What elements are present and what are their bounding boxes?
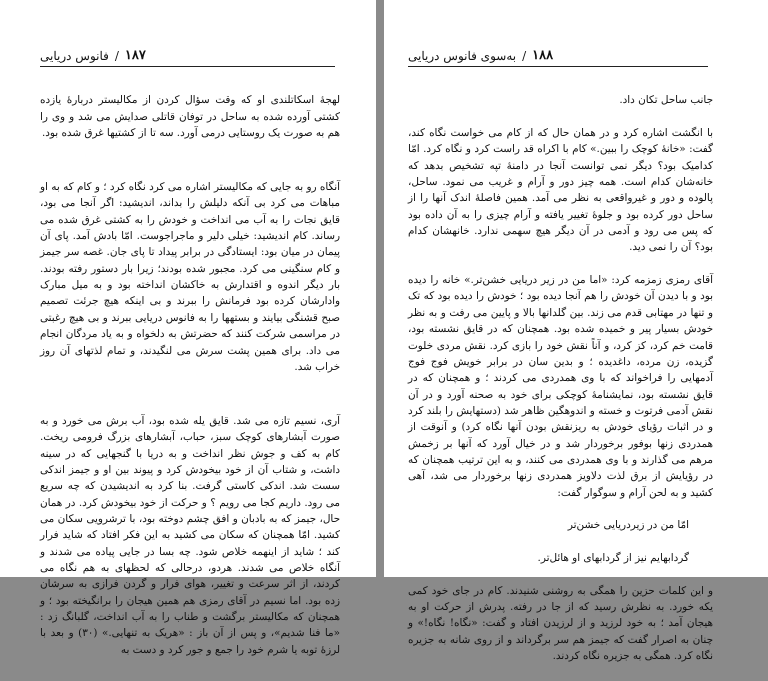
paragraph: آری، نسیم تازه می شد. قایق یله شده بود، آب برش می خورد و به صورت آبشارهای کوچک سبز، حباب، آبشارهای بزرگ فرومی ریخت. کام به کف و جوش نظر انداخت و به دریا با گنجهایی که در سینه داشت، و شتاب آن از خود بیخودش کرد و پیوند بین او و جیمز اندکی سست شد. اندکی کاستی گرفت. بنا کرد به اندیشیدن که چه سریع می رود. داریم کجا می رویم ؟ و حرکت از خود بیخودش کرد. در همان حال، جیمز که به بادبان و افق چشم دوخته بود، با ترشرویی سکان می کشید. امّا همچنان که سکان می کشید به این فکر افتاد که شاید فرار کند ؛ شاید از اینهمه خلاص شود. چه بسا در جایی پیاده می شدند و آنگاه خلاص می شدند. هردو، درحالی که لحظهای به هم نگاه می کردند، از اثر سرعت و تغییر، هوای فرار و گردن فرازی به سرشان زده بود. اما نسیم در آقای رمزی هم همین هیجان را برانگیخته بود ؛ و همچنان که مکالیستر برگشت و طناب را به آب انداخت، گلبانگ زد : «ما فنا شدیم»، و پس از آن باز : «هریک به تنهایی.» (۳۰) و بعد با لرزهٔ توبه یا شرم خود را جمع و جور کرد و دست به [40,414,340,656]
page-header [40,48,146,63]
verse-line: امّا من در زیردریایی خشن‌تر [567,519,689,532]
header-separator: / [114,48,119,63]
left-page [0,0,376,656]
page-header [408,48,553,63]
header-rule [408,66,708,67]
paragraph: با انگشت اشاره کرد و در همان حال که از کام می خواست نگاه کند، گفت: «خانهٔ کوچک را ببین.» کام با اکراه قد راست کرد و نگاه کرد. امّا کدامیک بود؟ دیگر نمی توانست آنجا در دامنهٔ تپه تشخیص بدهد که خانه‌شان کدام است. همه چیز دور و آرام و غریب می نمود. ساحل، پالوده و دور و غیرواقعی به نظر می آمد. همین فاصلهٔ اندک آنها را از ساحل دور کرده بود و جلوهٔ تغییر یافته و آرام چیزی را به آن داده بود که پس می رود و آدمی در آن دیگر هیچ سهمی ندارد. خانهشان کدام بود؟ آن را نمی دید. [408,127,713,254]
paragraph: آنگاه رو به جایی که مکالیستر اشاره می کرد نگاه کرد ؛ و کام که به او مباهات می کرد بی آنکه دلیلش را بداند، اندیشید: اگر آنجا می بود، قایق نجات را به آب می انداخت و خودش را به کشتی غرق شده می رساند. کام اندیشید: خیلی دلیر و ماجراجوست. امّا بادش آمد. پای آن پیمان در میان بود: ایستادگی در برابر پیداد تا پای جان. غصه سر جیمز و کام سنگینی می کرد. مجبور شده بودند؛ زیرا بار دستور رفته بودند. بار دیگر اندوه و اقتدارش به خاکشان انداخته‌ بود و به میل مبارک وادارشان کرده بود فرمانش را ببرند و بی‌ اینکه هیچ جرئت تصمیم صبح قشنگی بیایند و بستهها را به فانوس دریایی ببرند و بی هیچ رغبتی در مراسمی شرکت کنند که حضرتش به دلخواه و به یاد مردگان انجام می داد. برای همین پشت سرش می لنگیدند، و تمام لذتهای آن روز خراب شد. [40,181,340,373]
page-body [40,76,340,674]
page-number: ۱۸۸ [532,48,554,63]
paragraph: آقای رمزی زمزمه کرد: «اما من در زیر دریایی خشن‌تر.» خانه را دیده بود و با دیدن آن خودش را هم آنجا دیده بود ؛ خودش را دیده بود که تک و تنها در مهتابی قدم می زند. بین گلدانها بالا و پایین می رفت و به نظر خودش بسیار پیر و خمیده شده بود. همچنان که در قایق نشسته بود، قامت خم کرد، کز کرد، و آناً نقش خود را بازی کرد. نقش مردی خلوت گزیده، زن مرده، داغدیده ؛ و بدین سان در برابر خویش فوج فوج آدمهایی را فراخواند که با وی همدردی می کردند ؛ و همچنان که در قایق نشسته بود، نمایشنامهٔ کوچکی برای خود به صحنه آورد و در آن نقش آدمی فرتوت و خسته و اندوهگین ظاهر شد (دستهایش را بلند کرد و در اثبات رؤیای خودش به ریزنقش بودن آنها نگاه کرد) و آنوقت از همدردی زنها بوفور برخوردار شد و در خیال آورد که آنها بر زخمش مرهم می گذارند و با وی همدردی می کنند، و به این ترتیب همچنان که در رؤیایش از برق لذت دلاویز همدردی زنها برخوردار می شد، آهی کشید و به لحن آرام و سوگوار گفت: [408,274,713,499]
page-body [408,76,713,681]
verse-line: گردابهایم نیز از گردابهای او هائل‌تر. [537,551,689,564]
header-separator: / [522,48,527,63]
paragraph: لهجهٔ اسکاتلندی او که وقت سؤال کردن از مکالیستر دربارهٔ یازده کشتی آورده شده به ساحل در توفان قاتلی صدایش می شد و وی را هم به صورت یک روستایی درمی آورد. سه تا از کشتیها غرق شده بود. [40,94,340,140]
running-title: به‌سوی فانوس دریایی [408,48,517,63]
paragraph: و این کلمات حزین را همگی به روشنی شنیدند. کام در جای خود کمی یکه خورد. به نظرش رسید که از جا در رفته. پدرش از حرکت او به هیجان آمد ؛ به خود لرزید و از لرزیدن افتاد و گفت: «نگاه! نگاه!» و چنان به اصرار گفت که جیمز هم سر برگرداند و از روی شانه به جزیره نگاه کرد. همگی به جزیره نگاه کردند. [408,584,713,663]
paragraph: جانب ساحل تکان داد. [619,94,713,107]
header-rule [40,66,335,67]
right-page [384,0,768,663]
running-title: فانوس دریایی [40,48,109,63]
page-number: ۱۸۷ [124,48,146,63]
